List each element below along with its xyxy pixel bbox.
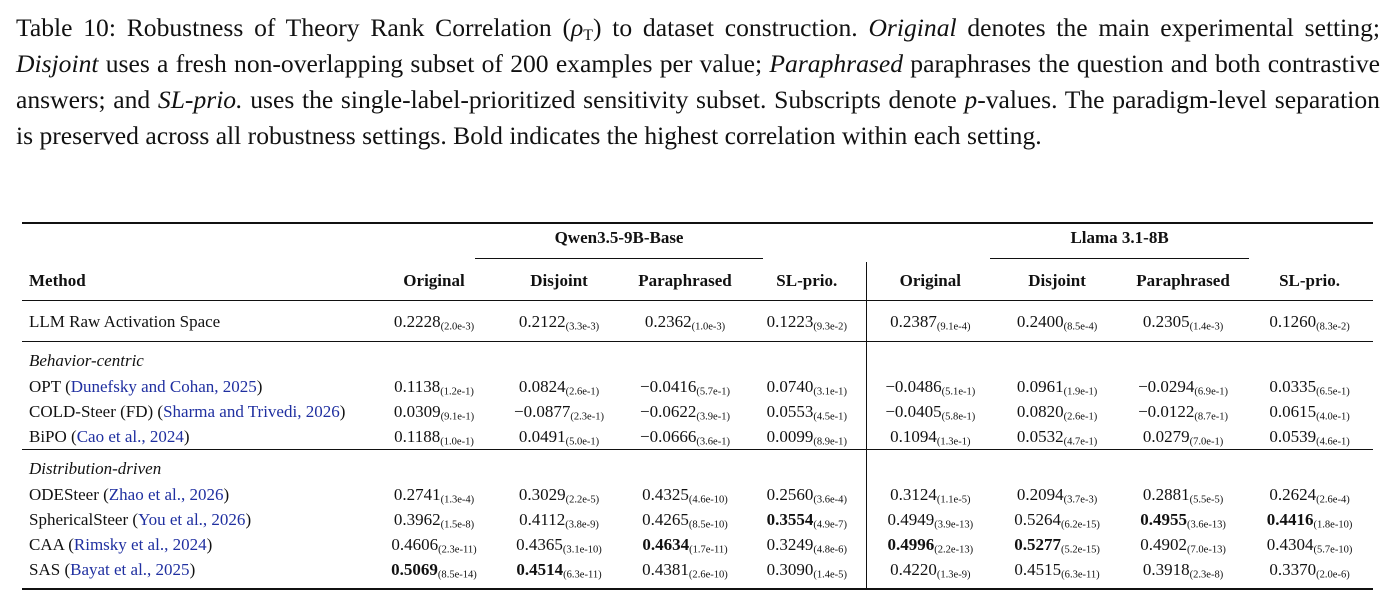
p-value: (4.7e-1): [1063, 436, 1098, 448]
value-cell: [866, 374, 994, 399]
p-value: (2.2e-5): [565, 494, 600, 506]
p-value: (2.6e-10): [688, 569, 728, 581]
table-row: [22, 301, 1373, 342]
model-group-row: [22, 223, 1373, 262]
value-cell: [994, 507, 1120, 532]
best-value: 0.4996: [887, 534, 935, 554]
p-value: (2.6e-4): [1316, 494, 1350, 506]
correlation-value: 0.3962: [393, 509, 441, 529]
correlation-value: 0.2094: [1016, 484, 1064, 504]
value-cell: [866, 532, 994, 557]
correlation-value: 0.5264: [1014, 509, 1061, 529]
p-value: (5.0e-1): [565, 436, 600, 448]
best-value: 0.4634: [642, 534, 690, 554]
p-value: (6.2e-15): [1060, 519, 1100, 531]
p-value: (1.3e-1): [936, 436, 971, 448]
p-value: (1.0e-3): [691, 321, 726, 333]
value-cell: [866, 399, 994, 424]
correlation-value: 0.1094: [890, 426, 937, 446]
correlation-value: 0.4220: [890, 559, 937, 579]
best-value: 0.3554: [766, 509, 814, 529]
value-cell: [1246, 482, 1373, 507]
p-value: (2.3e-8): [1189, 569, 1224, 581]
correlation-value: 0.0615: [1269, 401, 1317, 421]
value-cell: [866, 482, 994, 507]
correlation-value: 0.2305: [1142, 312, 1190, 331]
col-header: Disjoint: [994, 262, 1120, 301]
section-title: Behavior-centric: [22, 342, 372, 375]
section-title: Distribution-driven: [22, 450, 372, 483]
p-value: (4.0e-1): [1316, 411, 1350, 423]
correlation-value: 0.1138: [394, 376, 441, 396]
results-table: [22, 222, 1373, 590]
citation-link[interactable]: You et al., 2026: [138, 509, 246, 529]
p-value: (3.1e-10): [562, 544, 602, 556]
col-header: Paraphrased: [1120, 262, 1246, 301]
method-name: OPT (Dunefsky and Cohan, 2025): [29, 376, 263, 396]
method-name: ODESteer (Zhao et al., 2026): [29, 484, 230, 504]
col-header: Disjoint: [496, 262, 622, 301]
value-cell: [622, 301, 748, 342]
p-value: (2.0e-3): [440, 321, 475, 333]
correlation-value: 0.0553: [766, 401, 814, 421]
value-cell: [1120, 507, 1246, 532]
citation-link[interactable]: Bayat et al., 2025: [70, 559, 190, 579]
p-value: (3.9e-13): [934, 519, 974, 531]
correlation-value: 0.3249: [766, 534, 814, 554]
col-header: Paraphrased: [622, 262, 748, 301]
value-cell: [496, 482, 622, 507]
value-cell: [1246, 374, 1373, 399]
value-cell: [622, 532, 748, 557]
citation-link[interactable]: Cao et al., 2024: [76, 426, 184, 446]
column-header-row: [22, 262, 1373, 301]
p-value: (4.6e-1): [1316, 436, 1350, 448]
p-value: (8.9e-1): [813, 436, 847, 448]
correlation-value: 0.0820: [1016, 401, 1064, 421]
value-cell: [496, 507, 622, 532]
method-header: Method: [22, 262, 372, 301]
correlation-value: −0.0405: [885, 401, 942, 421]
p-value: (1.0e-1): [440, 436, 474, 448]
value-cell: [866, 507, 994, 532]
value-cell: [748, 482, 866, 507]
value-cell: [622, 424, 748, 450]
correlation-value: 0.0539: [1269, 426, 1317, 446]
value-cell: [1120, 424, 1246, 450]
value-cell: [1246, 301, 1373, 342]
best-value: 0.4514: [516, 559, 564, 579]
p-value: (3.6e-13): [1186, 519, 1226, 531]
p-value: (8.7e-1): [1194, 411, 1229, 423]
correlation-value: 0.0740: [766, 376, 814, 396]
table-row: [22, 374, 1373, 399]
p-value: (1.3e-9): [936, 569, 971, 581]
table-body: [22, 301, 1373, 590]
p-value: (5.7e-10): [1313, 544, 1353, 556]
correlation-value: 0.0279: [1142, 426, 1190, 446]
col-header: SL-prio.: [1246, 262, 1373, 301]
col-header: SL-prio.: [748, 262, 866, 301]
correlation-value: −0.0622: [640, 401, 697, 421]
p-value: (6.3e-11): [563, 569, 602, 581]
value-cell: [1246, 557, 1373, 589]
value-cell: [994, 399, 1120, 424]
p-value: (3.1e-1): [813, 386, 847, 398]
method-name: LLM Raw Activation Space: [29, 312, 221, 331]
value-cell: [622, 507, 748, 532]
value-cell: [994, 374, 1120, 399]
p-value: (1.9e-1): [1063, 386, 1098, 398]
method-name: SAS (Bayat et al., 2025): [29, 559, 196, 579]
correlation-value: 0.2362: [644, 312, 692, 331]
p-value: (1.1e-5): [936, 494, 971, 506]
correlation-value: 0.4381: [642, 559, 689, 579]
table-row: [22, 399, 1373, 424]
correlation-value: 0.4515: [1014, 559, 1062, 579]
correlation-value: 0.4606: [391, 534, 439, 554]
citation-link[interactable]: Rimsky et al., 2024: [73, 534, 207, 554]
value-cell: [866, 557, 994, 589]
correlation-value: 0.2400: [1016, 312, 1064, 331]
p-value: (1.8e-10): [1313, 519, 1353, 531]
value-cell: [496, 374, 622, 399]
correlation-value: 0.4265: [642, 509, 689, 529]
value-cell: [372, 482, 496, 507]
citation-link[interactable]: Zhao et al., 2026: [108, 484, 224, 504]
p-value: (2.3e-11): [438, 544, 477, 556]
value-cell: [1120, 557, 1246, 589]
table-row: [22, 557, 1373, 589]
p-value: (3.6e-4): [813, 494, 847, 506]
correlation-value: 0.3090: [766, 559, 814, 579]
value-cell: [1120, 374, 1246, 399]
p-value: (1.3e-4): [440, 494, 475, 506]
value-cell: [748, 507, 866, 532]
p-value: (9.3e-2): [813, 321, 847, 333]
value-cell: [994, 424, 1120, 450]
correlation-value: 0.1260: [1269, 312, 1317, 331]
value-cell: [622, 399, 748, 424]
p-value: (2.6e-1): [565, 386, 600, 398]
correlation-value: 0.4949: [887, 509, 935, 529]
value-cell: [496, 557, 622, 589]
value-cell: [994, 482, 1120, 507]
best-value: 0.4955: [1140, 509, 1187, 529]
correlation-value: 0.4325: [642, 484, 689, 504]
p-value: (4.8e-6): [813, 544, 847, 556]
correlation-value: 0.4365: [516, 534, 563, 554]
correlation-value: 0.4902: [1140, 534, 1187, 554]
value-cell: [1246, 399, 1373, 424]
correlation-value: 0.0309: [393, 401, 441, 421]
group-header-llama: Llama 3.1-8B: [866, 223, 1373, 262]
value-cell: [622, 557, 748, 589]
correlation-value: 0.4112: [519, 509, 566, 529]
correlation-value: −0.0122: [1138, 401, 1195, 421]
method-name: COLD-Steer (FD) (Sharma and Trivedi, 2026): [29, 401, 346, 421]
p-value: (5.1e-1): [941, 386, 976, 398]
value-cell: [622, 482, 748, 507]
correlation-value: −0.0877: [514, 401, 571, 421]
p-value: (5.5e-5): [1189, 494, 1224, 506]
table-row: [22, 424, 1373, 450]
value-cell: [1120, 482, 1246, 507]
value-cell: [1246, 532, 1373, 557]
correlation-value: 0.3370: [1269, 559, 1317, 579]
p-value: (4.9e-7): [813, 519, 847, 531]
value-cell: [496, 424, 622, 450]
value-cell: [1120, 532, 1246, 557]
correlation-value: 0.0335: [1269, 376, 1317, 396]
p-value: (6.5e-1): [1316, 386, 1350, 398]
group-header-qwen: Qwen3.5-9B-Base: [372, 223, 866, 262]
correlation-value: 0.2122: [518, 312, 566, 331]
correlation-value: 0.0491: [518, 426, 566, 446]
value-cell: [372, 424, 496, 450]
p-value: (6.9e-1): [1194, 386, 1229, 398]
value-cell: [866, 301, 994, 342]
p-value: (2.6e-1): [1063, 411, 1098, 423]
method-name: CAA (Rimsky et al., 2024): [29, 534, 213, 554]
method-name: BiPO (Cao et al., 2024): [29, 426, 190, 446]
section-header-row: [22, 450, 1373, 483]
p-value: (9.1e-4): [936, 321, 971, 333]
p-value: (9.1e-1): [440, 411, 475, 423]
correlation-value: −0.0416: [640, 376, 697, 396]
value-cell: [372, 301, 496, 342]
value-cell: [496, 301, 622, 342]
p-value: (1.4e-5): [813, 569, 847, 581]
col-header: Original: [866, 262, 994, 301]
correlation-value: 0.3029: [518, 484, 566, 504]
value-cell: [994, 557, 1120, 589]
correlation-value: 0.0532: [1016, 426, 1064, 446]
p-value: (3.3e-3): [565, 321, 600, 333]
value-cell: [372, 532, 496, 557]
value-cell: [372, 557, 496, 589]
correlation-value: 0.2881: [1142, 484, 1190, 504]
correlation-value: 0.3918: [1142, 559, 1190, 579]
p-value: (5.8e-1): [941, 411, 976, 423]
p-value: (3.9e-1): [696, 411, 730, 423]
correlation-value: −0.0294: [1138, 376, 1195, 396]
table-row: [22, 532, 1373, 557]
p-value: (1.7e-11): [689, 544, 728, 556]
p-value: (5.2e-15): [1060, 544, 1100, 556]
value-cell: [1246, 424, 1373, 450]
table-caption: Table 10: Robustness of Theory Rank Correlation $(\rho_T)$ to dataset construction. Original denotes the main experimental setting; Disjoint uses a fresh non-overlapping subset of 200 examples per value; Paraphrased paraphrases the question and both contrastive answers; and SL-prio. uses the single-label-prioritized sensitivity subset. Subscripts denote p-values. The paradigm-level separation is preserved across all robustness settings. Bold indicates the highest correlation within each setting.: [16, 13, 1380, 150]
correlation-value: 0.2228: [393, 312, 441, 331]
correlation-value: 0.0099: [766, 426, 814, 446]
section-header-row: [22, 342, 1373, 375]
best-value: 0.5069: [391, 559, 438, 579]
correlation-value: 0.0961: [1016, 376, 1064, 396]
p-value: (8.5e-14): [437, 569, 477, 581]
p-value: (1.2e-1): [440, 386, 474, 398]
value-cell: [1246, 507, 1373, 532]
best-value: 0.4416: [1266, 509, 1314, 529]
p-value: (1.4e-3): [1189, 321, 1224, 333]
p-value: (4.6e-10): [688, 494, 728, 506]
p-value: (2.2e-13): [934, 544, 974, 556]
p-value: (8.5e-4): [1063, 321, 1098, 333]
p-value: (7.0e-1): [1189, 436, 1224, 448]
rho-symbol: $\rho_T$: [570, 13, 593, 44]
value-cell: [372, 507, 496, 532]
p-value: (1.5e-8): [440, 519, 475, 531]
correlation-value: −0.0666: [640, 426, 697, 446]
p-value: (8.3e-2): [1316, 321, 1350, 333]
correlation-value: 0.2560: [766, 484, 814, 504]
correlation-value: 0.3124: [890, 484, 937, 504]
value-cell: [994, 301, 1120, 342]
p-value: (7.0e-13): [1186, 544, 1226, 556]
value-cell: [748, 532, 866, 557]
col-header: Original: [372, 262, 496, 301]
correlation-value: 0.0824: [518, 376, 566, 396]
p-value: (3.8e-9): [565, 519, 599, 531]
p-value: (3.7e-3): [1063, 494, 1098, 506]
value-cell: [1120, 399, 1246, 424]
method-name: SphericalSteer (You et al., 2026): [29, 509, 252, 529]
correlation-value: 0.2624: [1269, 484, 1317, 504]
value-cell: [372, 399, 496, 424]
p-value: (2.0e-6): [1316, 569, 1350, 581]
value-cell: [496, 399, 622, 424]
value-cell: [748, 557, 866, 589]
p-value: (8.5e-10): [688, 519, 728, 531]
correlation-value: 0.2741: [393, 484, 441, 504]
value-cell: [866, 424, 994, 450]
p-value: (5.7e-1): [696, 386, 730, 398]
p-value: (2.3e-1): [570, 411, 604, 423]
p-value: (6.3e-11): [1061, 569, 1100, 581]
value-cell: [994, 532, 1120, 557]
results-table-wrapper: [22, 222, 1373, 590]
value-cell: [1120, 301, 1246, 342]
correlation-value: 0.1188: [394, 426, 441, 446]
table-row: [22, 482, 1373, 507]
correlation-value: 0.4304: [1266, 534, 1314, 554]
correlation-value: 0.2387: [890, 312, 937, 331]
value-cell: [748, 301, 866, 342]
value-cell: [748, 399, 866, 424]
value-cell: [748, 374, 866, 399]
citation-link[interactable]: Dunefsky and Cohan, 2025: [70, 376, 257, 396]
citation-link[interactable]: Sharma and Trivedi, 2026: [163, 401, 340, 421]
value-cell: [496, 532, 622, 557]
best-value: 0.5277: [1014, 534, 1061, 554]
p-value: (3.6e-1): [696, 436, 730, 448]
value-cell: [622, 374, 748, 399]
value-cell: [748, 424, 866, 450]
correlation-value: −0.0486: [885, 376, 942, 396]
p-value: (4.5e-1): [813, 411, 847, 423]
correlation-value: 0.1223: [766, 312, 814, 331]
value-cell: [372, 374, 496, 399]
table-row: [22, 507, 1373, 532]
